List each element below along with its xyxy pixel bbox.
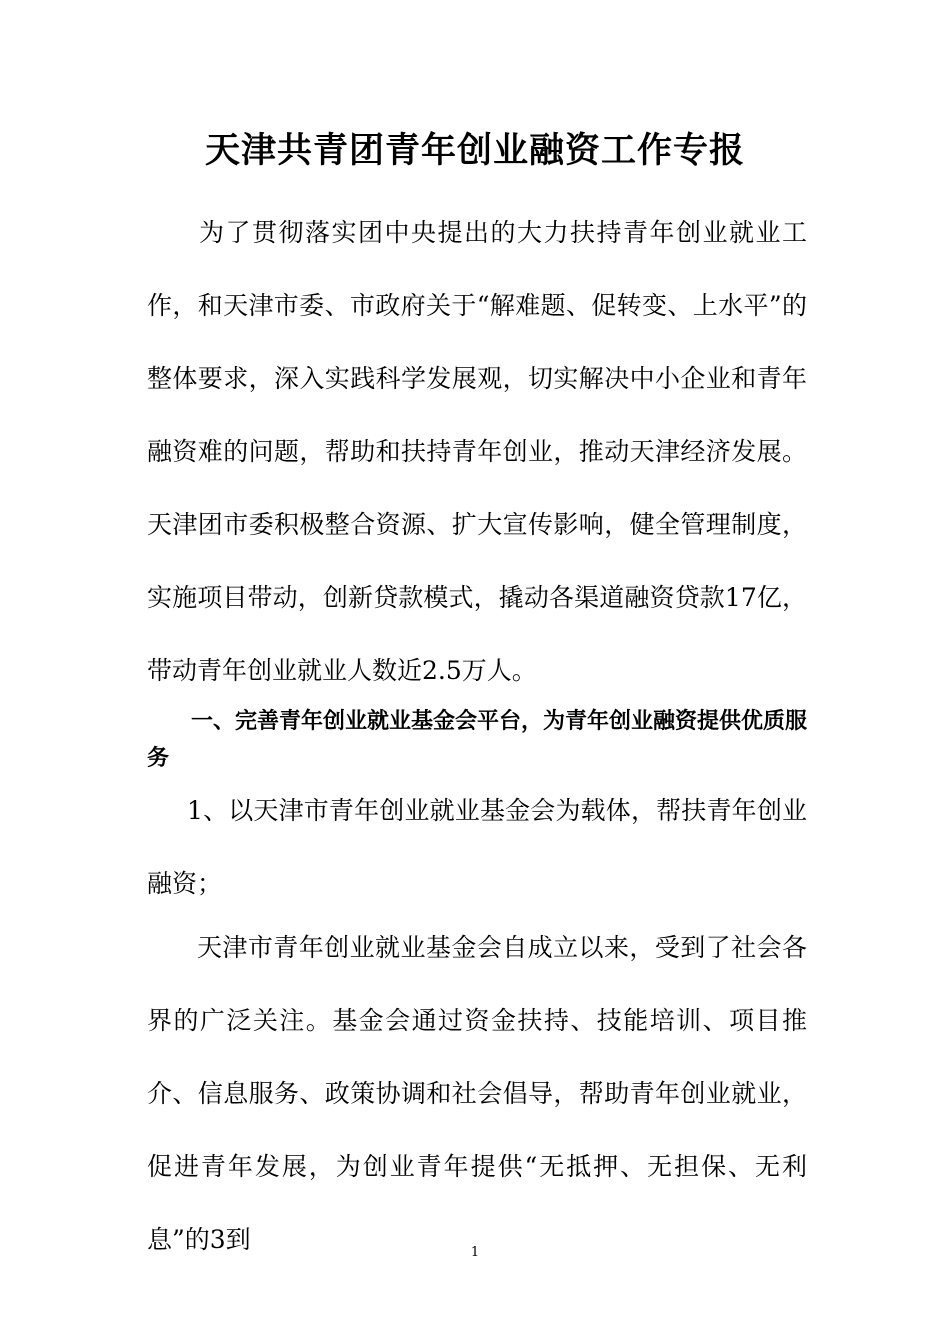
section-heading: 一、完善青年创业就业基金会平台，为青年创业融资提供优质服务	[147, 709, 808, 771]
page-number: 1	[470, 1245, 480, 1260]
document-title: 天津共青团青年创业融资工作专报	[204, 131, 745, 171]
intro-paragraph: 为了贯彻落实团中央提出的大力扶持青年创业就业工作，和天津市委、市政府关于“解难题、促转变、上水平”的整体要求，深入实践科学发展观，切实解决中小企业和青年融资难的问题，帮助和扶持青年创业，推动天津经济发展。天津团市委积极整合资源、扩大宣传影响，健全管理制度，实施项目带动，创新贷款模式，撬动各渠道融资贷款17亿，带动青年创业就业人数近2.5万人。	[147, 218, 807, 685]
sub-item-heading: 1、以天津市青年创业就业基金会为载体，帮扶青年创业 融资；	[147, 796, 807, 898]
body-paragraph: 天津市青年创业就业基金会自成立以来，受到了社会各界的广泛关注。基金会通过资金扶持、技能培训、项目推介、信息服务、政策协调和社会倡导，帮助青年创业就业，促进青年发展，为创业青年提供“无抵押、无担保、无利息”的3到	[147, 933, 807, 1254]
